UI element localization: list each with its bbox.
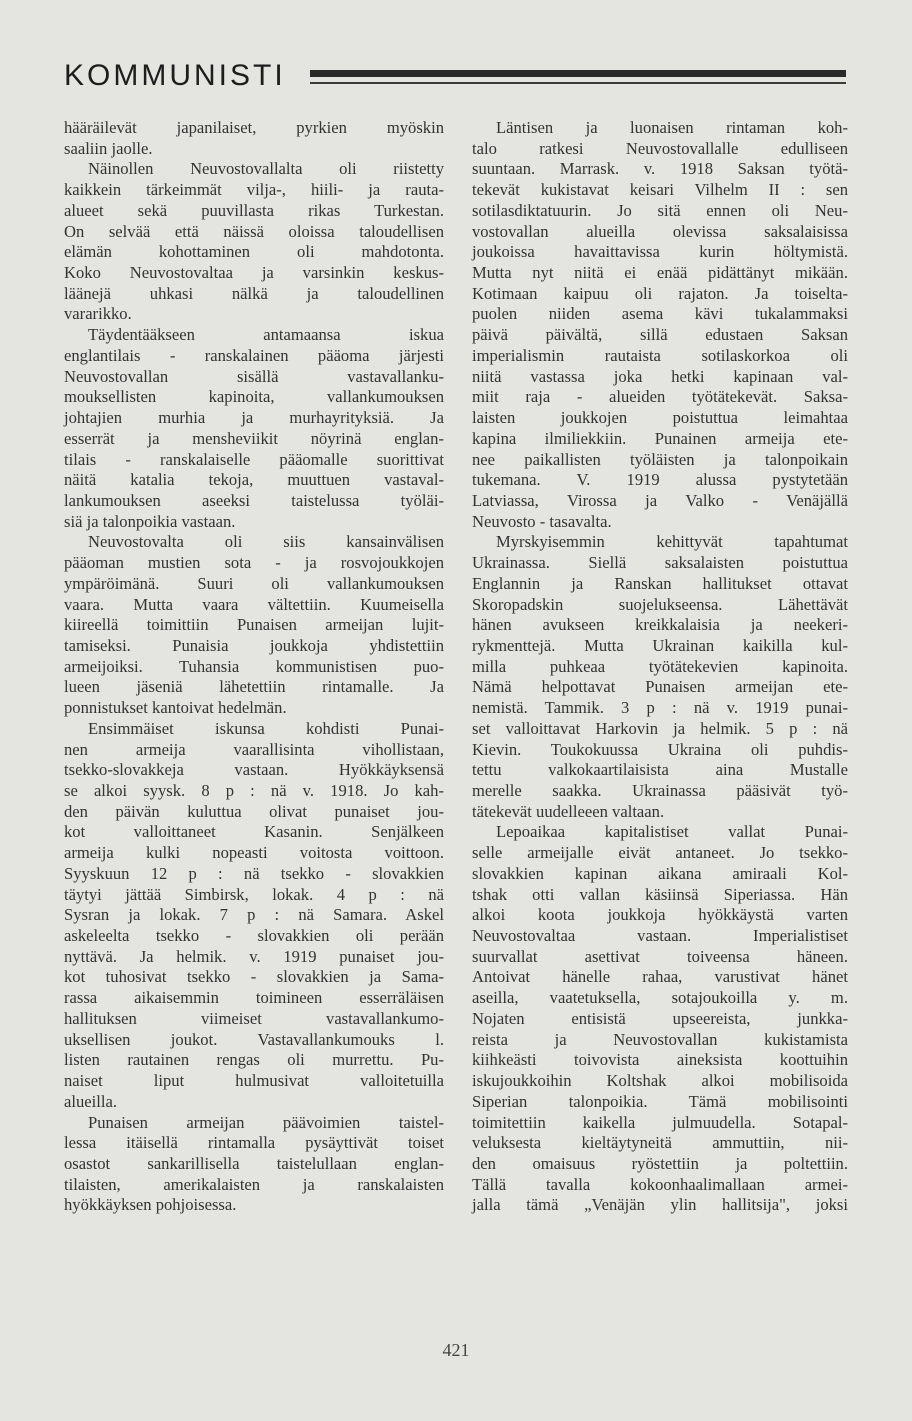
text-line: Lepoaikaa kapitalistiset vallat Punai- <box>496 822 848 842</box>
text-line: Sysran ja lokak. 7 p : nä Samara. Askel <box>64 905 444 925</box>
text-line: päivä päivältä, sillä edustaen Saksan <box>472 325 848 345</box>
text-line: milla puhkeaa työtätekevien kapinoita. <box>472 656 848 676</box>
journal-title: KOMMUNISTI <box>64 59 286 92</box>
text-line: johtajien murhia ja murhayrityksiä. Ja <box>64 408 444 428</box>
text-line: Antoivat hänelle rahaa, varustivat hänet <box>472 967 848 987</box>
text-line: imperialismin rautaista sotilaskorkoa oli <box>472 345 848 365</box>
text-line: kot valloittaneet Kasanin. Senjälkeen <box>64 822 444 842</box>
text-line: Tällä tavalla kokoonhaalimallaan armei- <box>472 1174 848 1194</box>
text-line: nyttävä. Ja helmik. v. 1919 punaiset jou- <box>64 946 444 966</box>
text-line: suuntaan. Marrask. v. 1918 Saksan työtä- <box>472 159 848 179</box>
text-line: selle armeijalle eivät antaneet. Jo tsekko- <box>472 843 848 863</box>
text-line: Ukrainassa. Siellä saksalaisten poistuttua <box>472 553 848 573</box>
text-line: tamiseksi. Punaisia joukkoja yhdistettiin <box>64 635 444 655</box>
text-line: Myrskyisemmin kehittyvät tapahtumat <box>496 532 848 552</box>
text-line: rykmenttejä. Mutta Ukrainan kaikilla kul- <box>472 635 848 655</box>
text-line: tettu valkokaartilaisista aina Mustalle <box>472 760 848 780</box>
text-line: Syyskuun 12 p : nä tsekko - slovakkien <box>64 863 444 883</box>
text-line: Englannin ja Ranskan hallitukset ottavat <box>472 573 848 593</box>
text-line: osastot sankarillisella taistelullaan englan- <box>64 1153 444 1173</box>
text-line: vaara. Mutta vaara vältettiin. Kuumeisella <box>64 594 444 614</box>
header-rule-thin <box>310 82 846 84</box>
text-line: siä ja talonpoikia vastaan. <box>64 511 236 531</box>
text-line: toimitettiin kaikella julmuudella. Sotapal- <box>472 1112 848 1132</box>
text-line: nen armeija vaarallisinta vihollistaan, <box>64 739 444 759</box>
text-line: nee paikallisten työläisten ja talonpoikain <box>472 449 848 469</box>
text-line: reista ja Neuvostovallan kukistamista <box>472 1029 848 1049</box>
text-line: puolen niiden asema kävi tukalammaksi <box>472 304 848 324</box>
text-line: kot tuhosivat tsekko - slovakkien ja Sama- <box>64 967 444 987</box>
text-line: Nämä helpottavat Punaisen armeijan ete- <box>472 677 848 697</box>
text-line: iskujoukkoihin Koltshak alkoi mobilisoida <box>472 1071 848 1091</box>
running-header <box>64 58 846 98</box>
text-line: rassa aikaisemmin toimineen esserräläisen <box>64 988 444 1008</box>
text-line: Neuvostovaltaa vastaan. Imperialistiset <box>472 926 848 946</box>
text-line: aseilla, vaatetuksella, sotajoukoilla y. m. <box>472 988 848 1008</box>
text-line: joukoissa havaittavissa kurin höltymistä. <box>472 242 848 262</box>
text-line: miit raja - alueiden työtätekevät. Saksa- <box>472 387 848 407</box>
text-line: saaliin jaolle. <box>64 138 153 158</box>
header-rule-thick <box>310 70 846 77</box>
text-line: Skoropadskin suojelukseensa. Lähettävät <box>472 594 848 614</box>
text-line: tilais - ranskalaiselle pääomalle suorittivat <box>64 449 444 469</box>
text-line: nemistä. Tammik. 3 p : nä v. 1919 punai- <box>472 698 848 718</box>
text-line: lankumouksen aseeksi taistelussa työläi- <box>64 490 444 510</box>
text-line: kiihkeästi toivovista aineksista koottuihin <box>472 1050 848 1070</box>
text-line: alkoi koota joukkoja hyökkäystä varten <box>472 905 848 925</box>
text-line: naiset liput hulmusivat valloitetuilla <box>64 1071 444 1091</box>
text-line: Koko Neuvostovaltaa ja varsinkin keskus- <box>64 263 444 283</box>
text-line: sotilasdiktatuurin. Jo sitä ennen oli Neu- <box>472 200 848 220</box>
text-line: lessa itäisellä rintamalla pysäyttivät toiset <box>64 1133 444 1153</box>
text-line: hyökkäyksen pohjoisessa. <box>64 1195 237 1215</box>
text-line: näitä katalia tekoja, muuttuen vastaval- <box>64 470 444 490</box>
text-line: hallituksen viimeiset vastavallankumo- <box>64 1008 444 1028</box>
text-line: merelle saakka. Ukrainassa pääsivät työ- <box>472 781 848 800</box>
text-line: lueen jäseniä lähetettiin rintamalle. Ja <box>64 677 444 697</box>
text-line: tukemana. V. 1919 alussa pystytetään <box>472 470 848 490</box>
text-line: Mutta nyt niitä ei enää pidättänyt mikään. <box>472 263 848 283</box>
text-line: ympäröimänä. Suuri oli vallankumouksen <box>64 573 444 593</box>
text-line: armeijoiksi. Tuhansia kommunistisen puo- <box>64 656 444 676</box>
text-line: Siperian talonpoikia. Tämä mobilisointi <box>472 1091 848 1111</box>
text-line: pääoman mustien sota - ja rosvojoukkojen <box>64 553 444 573</box>
text-line: alueilla. <box>64 1091 117 1111</box>
text-line: ponnistukset kantoivat hedelmän. <box>64 698 287 718</box>
right-column <box>472 118 848 1216</box>
text-line: jalla tämä „Venäjän ylin hallitsija", joksi <box>472 1195 848 1215</box>
text-line: kapina ilmiliekkiin. Punainen armeija ete- <box>472 428 848 448</box>
text-line: den päivän kuluttua olivat punaiset jou- <box>64 801 444 821</box>
text-line: den omaisuus ryöstettiin ja poltettiin. <box>472 1153 848 1173</box>
text-line: Punaisen armeijan päävoimien taistel- <box>88 1112 444 1132</box>
text-line: täytyi jättää Simbirsk, lokak. 4 p : nä <box>64 884 444 904</box>
text-line: set valloittavat Harkovin ja helmik. 5 p : nä <box>472 718 848 738</box>
text-line: veluksesta kieltäytyneitä ammuttiin, nii- <box>472 1133 848 1153</box>
text-line: Näinollen Neuvostovallalta oli riistetty <box>88 159 444 179</box>
text-line: Latviassa, Virossa ja Valko - Venäjällä <box>472 490 848 510</box>
text-line: Kievin. Toukokuussa Ukraina oli puhdis- <box>472 739 848 759</box>
text-line: Neuvostovallan sisällä vastavallanku- <box>64 366 444 386</box>
text-line: tshak otti vallan käsiinsä Siperiassa. Hän <box>472 884 848 904</box>
text-line: uksellisen joukot. Vastavallankumouks l. <box>64 1029 444 1049</box>
text-line: kaikkein tärkeimmät vilja-, hiili- ja rauta- <box>64 180 444 200</box>
text-line: askeleelta tsekko - slovakkien oli perään <box>64 926 444 946</box>
text-line: armeija kulki nopeasti voitosta voittoon. <box>64 843 444 863</box>
text-line: Neuvostovalta oli siis kansainvälisen <box>88 532 444 552</box>
left-column <box>64 118 444 1216</box>
text-line: niitä vastassa joka hetki kapinaan val- <box>472 366 848 386</box>
text-line: Nojaten entisistä upseereista, junkka- <box>472 1008 848 1028</box>
text-line: talo ratkesi Neuvostovallalle edulliseen <box>472 138 848 158</box>
text-line: tsekko-slovakkeja vastaan. Hyökkäyksensä <box>64 760 444 780</box>
text-line: esserrät ja mensheviikit nöyrinä englan- <box>64 428 444 448</box>
text-line: kiireellä toimittiin Punaisen armeijan lujit- <box>64 615 444 635</box>
text-line: tätekevät uudelleeen valtaan. <box>472 801 665 821</box>
text-line: tekevät kukistavat keisari Vilhelm II : sen <box>472 180 848 200</box>
text-line: Neuvosto - tasavalta. <box>472 511 612 531</box>
text-line: tilaisten, amerikalaisten ja ranskalaisten <box>64 1174 444 1194</box>
text-line: Täydentääkseen antamaansa iskua <box>88 325 444 345</box>
text-line: Kotimaan kaipuu oli rajaton. Ja toiselta- <box>472 283 848 303</box>
text-line: hänen avukseen kreikkalaisia ja neekeri- <box>472 615 848 635</box>
text-line: mouksellisten kapinoita, vallankumouksen <box>64 387 444 407</box>
text-line: se alkoi syysk. 8 p : nä v. 1918. Jo kah- <box>64 781 444 800</box>
text-line: suurvallat asettivat toiveensa häneen. <box>472 946 848 966</box>
text-line: slovakkien kapinan aikana amiraali Kol- <box>472 863 848 883</box>
text-line: Läntisen ja luonaisen rintaman koh- <box>496 118 848 137</box>
text-line: laisten joukkojen poistuttua leimahtaa <box>472 408 848 428</box>
text-line: vararikko. <box>64 304 132 324</box>
text-line: vostovallan alueilla olevissa saksalaisissa <box>472 221 848 241</box>
text-line: englantilais - ranskalainen pääoma järjesti <box>64 345 444 365</box>
text-line: Ensimmäiset iskunsa kohdisti Punai- <box>88 718 444 738</box>
text-line: listen rautainen rengas oli murrettu. Pu- <box>64 1050 444 1070</box>
text-line: elämän kohottaminen oli mahdotonta. <box>64 242 444 262</box>
text-line: alueet sekä puuvillasta rikas Turkestan. <box>64 200 444 220</box>
text-line: hääräilevät japanilaiset, pyrkien myöskin <box>64 118 444 137</box>
page-number: 421 <box>442 1340 470 1360</box>
text-line: läänejä uhkasi nälkä ja taloudellinen <box>64 283 444 303</box>
text-line: On selvää että näissä oloissa taloudellisen <box>64 221 444 241</box>
